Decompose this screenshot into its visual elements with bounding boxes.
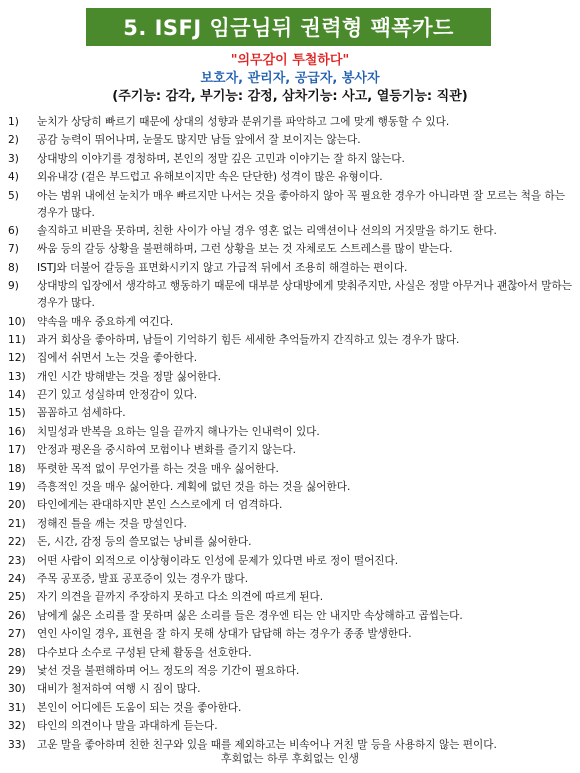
item-number: 25)	[8, 591, 26, 604]
list-item	[8, 188, 574, 222]
item-number: 1)	[8, 116, 19, 128]
item-text: 치밀성과 반복을 요하는 일을 끝까지 해나가는 인내력이 있다.	[37, 425, 320, 438]
item-text: ISTJ와 더불어 갈등을 표면화시키지 않고 가급적 뒤에서 조용히 해결하는 편이다.	[37, 261, 408, 274]
item-text: 연인 사이일 경우, 표현을 잘 하지 못해 상대가 답답해 하는 경우가 종종 발생한다.	[37, 628, 412, 641]
item-number: 27)	[8, 628, 26, 641]
item-number: 14)	[8, 389, 26, 402]
item-text: 즉흥적인 것을 매우 싫어한다. 계획에 없던 것을 하는 것을 싫어한다.	[37, 481, 351, 494]
list-item	[8, 589, 574, 606]
item-text: 남에게 싫은 소리를 잘 못하며 싫은 소리를 들은 경우엔 티는 안 내지만 속상해하고 곱씹는다.	[37, 609, 463, 622]
item-text: 어떤 사람이 외적으로 이상형이라도 인성에 문제가 있다면 바로 정이 떨어진다.	[37, 554, 399, 567]
item-text: 본인이 어디에든 도움이 되는 것을 좋아한다.	[37, 701, 242, 714]
header-block	[0, 52, 580, 106]
list-item	[8, 350, 574, 367]
list-item	[8, 114, 574, 131]
item-text: 고운 말을 좋아하며 친한 친구와 있을 때를 제외하고는 비속어나 거친 말 등을 사용하지 않는 편이다.	[37, 738, 497, 751]
item-number: 8)	[8, 261, 19, 274]
item-number: 19)	[8, 481, 26, 494]
functions-line: (주기능: 감각, 부기능: 감정, 삼차기능: 사고, 열등기능: 직관)	[112, 89, 468, 104]
list-item	[8, 479, 574, 496]
item-number: 32)	[8, 720, 26, 733]
title-banner: 5. ISFJ 임금님뒤 권력형 팩폭카드	[86, 8, 491, 46]
item-text: 대비가 철저하여 여행 시 짐이 많다.	[37, 683, 201, 696]
list-item	[8, 260, 574, 277]
list-item	[8, 663, 574, 680]
item-text: 끈기 있고 성실하며 안정감이 있다.	[37, 389, 198, 402]
item-text: 꼼꼼하고 섬세하다.	[37, 407, 126, 420]
list-item	[8, 169, 574, 186]
roles-line: 보호자, 관리자, 공급자, 봉사자	[200, 71, 380, 86]
item-number: 13)	[8, 370, 26, 383]
list-item	[8, 405, 574, 422]
list-item	[8, 442, 574, 459]
slogan: "의무감이 투철하다"	[230, 53, 350, 68]
item-number: 7)	[8, 243, 19, 256]
item-text: 안정과 평온을 중시하여 모험이나 변화를 즐기지 않는다.	[37, 444, 296, 457]
item-number: 3)	[8, 152, 19, 165]
item-text: 주목 공포증, 발표 공포증이 있는 경우가 많다.	[37, 572, 249, 585]
item-number: 23)	[8, 554, 26, 567]
list-item	[8, 553, 574, 570]
item-number: 18)	[8, 462, 26, 475]
item-number: 10)	[8, 315, 26, 328]
item-number: 26)	[8, 609, 26, 622]
item-text: 눈치가 상당히 빠르기 때문에 상대의 성향과 분위기를 파악하고 그에 맞게 행동할 수 있다.	[37, 116, 450, 128]
list-item	[8, 534, 574, 551]
item-text: 아는 범위 내에선 눈치가 매우 빠르지만 나서는 것을 좋아하지 않아 꼭 필요한 경우가 아니라면 잘 모르는 척을 하는 경우가 많다.	[37, 189, 565, 219]
item-number: 2)	[8, 134, 19, 147]
item-number: 12)	[8, 352, 26, 365]
item-text: 다수보다 소수로 구성된 단체 활동을 선호한다.	[37, 646, 252, 659]
item-text: 낯선 것을 불편해하며 어느 정도의 적응 기간이 필요하다.	[37, 664, 300, 677]
item-text: 자기 의견을 끝까지 주장하지 못하고 다소 의견에 따르게 된다.	[37, 591, 324, 604]
item-text: 집에서 쉬면서 노는 것을 좋아한다.	[37, 352, 198, 365]
item-text: 상대방의 입장에서 생각하고 행동하기 때문에 대부분 상대방에게 맞춰주지만, 사실은 정말 아무거나 괜찮아서 말하는 경우가 많다.	[37, 280, 572, 310]
list-item	[8, 387, 574, 404]
item-number: 28)	[8, 646, 26, 659]
item-text: 타인에게는 관대하지만 본인 스스로에게 더 엄격하다.	[37, 499, 283, 512]
item-text: 공감 능력이 뛰어나며, 눈물도 많지만 남들 앞에서 잘 보이지는 않는다.	[37, 134, 361, 147]
item-text: 타인의 의견이나 말을 과대하게 듣는다.	[37, 720, 218, 733]
list-item	[8, 571, 574, 588]
item-number: 31)	[8, 701, 26, 714]
list-item	[8, 151, 574, 168]
item-number: 17)	[8, 444, 26, 457]
item-text: 돈, 시간, 감정 등의 쓸모없는 낭비를 싫어한다.	[37, 536, 252, 549]
item-number: 15)	[8, 407, 26, 420]
item-text: 상대방의 이야기를 경청하며, 본인의 정말 깊은 고민과 이야기는 잘 하지 않는다.	[37, 152, 405, 165]
list-item	[8, 223, 574, 240]
item-number: 20)	[8, 499, 26, 512]
list-item	[8, 681, 574, 698]
list-item	[8, 278, 574, 312]
item-number: 30)	[8, 683, 26, 696]
item-number: 16)	[8, 425, 26, 438]
item-number: 4)	[8, 171, 19, 184]
list-item	[8, 424, 574, 441]
item-number: 11)	[8, 333, 26, 346]
item-text: 개인 시간 방해받는 것을 정말 싫어한다.	[37, 370, 221, 383]
item-number: 22)	[8, 536, 26, 549]
list-item	[8, 516, 574, 533]
item-text: 정해진 틀을 깨는 것을 망설인다.	[37, 517, 187, 530]
item-number: 5)	[8, 189, 19, 202]
item-text: 솔직하고 비판을 못하며, 친한 사이가 아닐 경우 영혼 없는 리액션이나 선의의 거짓말을 하기도 한다.	[37, 224, 497, 237]
item-text: 약속을 매우 중요하게 여긴다.	[37, 315, 174, 328]
item-number: 29)	[8, 664, 26, 677]
item-number: 9)	[8, 280, 19, 293]
list-item	[8, 608, 574, 625]
item-text: 뚜렷한 목적 없이 무언가를 하는 것을 매우 싫어한다.	[37, 462, 279, 475]
list-item	[8, 718, 574, 735]
item-text: 외유내강 (겉은 부드럽고 유해보이지만 속은 단단한) 성격이 많은 유형이다.	[37, 171, 383, 184]
item-number: 6)	[8, 224, 19, 237]
list-item	[8, 645, 574, 662]
trait-list	[8, 114, 574, 755]
list-item	[8, 314, 574, 331]
list-item	[8, 241, 574, 258]
item-number: 21)	[8, 517, 26, 530]
list-item	[8, 700, 574, 717]
item-text: 과거 회상을 좋아하며, 남들이 기억하기 힘든 세세한 추억들까지 간직하고 있는 경우가 많다.	[37, 333, 460, 346]
list-item	[8, 132, 574, 149]
list-item	[8, 369, 574, 386]
list-item	[8, 626, 574, 643]
list-item	[8, 497, 574, 514]
footer-text: 후회없는 하루 후회없는 인생	[220, 752, 359, 765]
list-item	[8, 461, 574, 478]
item-number: 33)	[8, 738, 26, 751]
list-item	[8, 332, 574, 349]
item-number: 24)	[8, 572, 26, 585]
item-text: 싸움 등의 갈등 상황을 불편해하며, 그런 상황을 보는 것 자체로도 스트레스를 많이 받는다.	[37, 243, 453, 256]
